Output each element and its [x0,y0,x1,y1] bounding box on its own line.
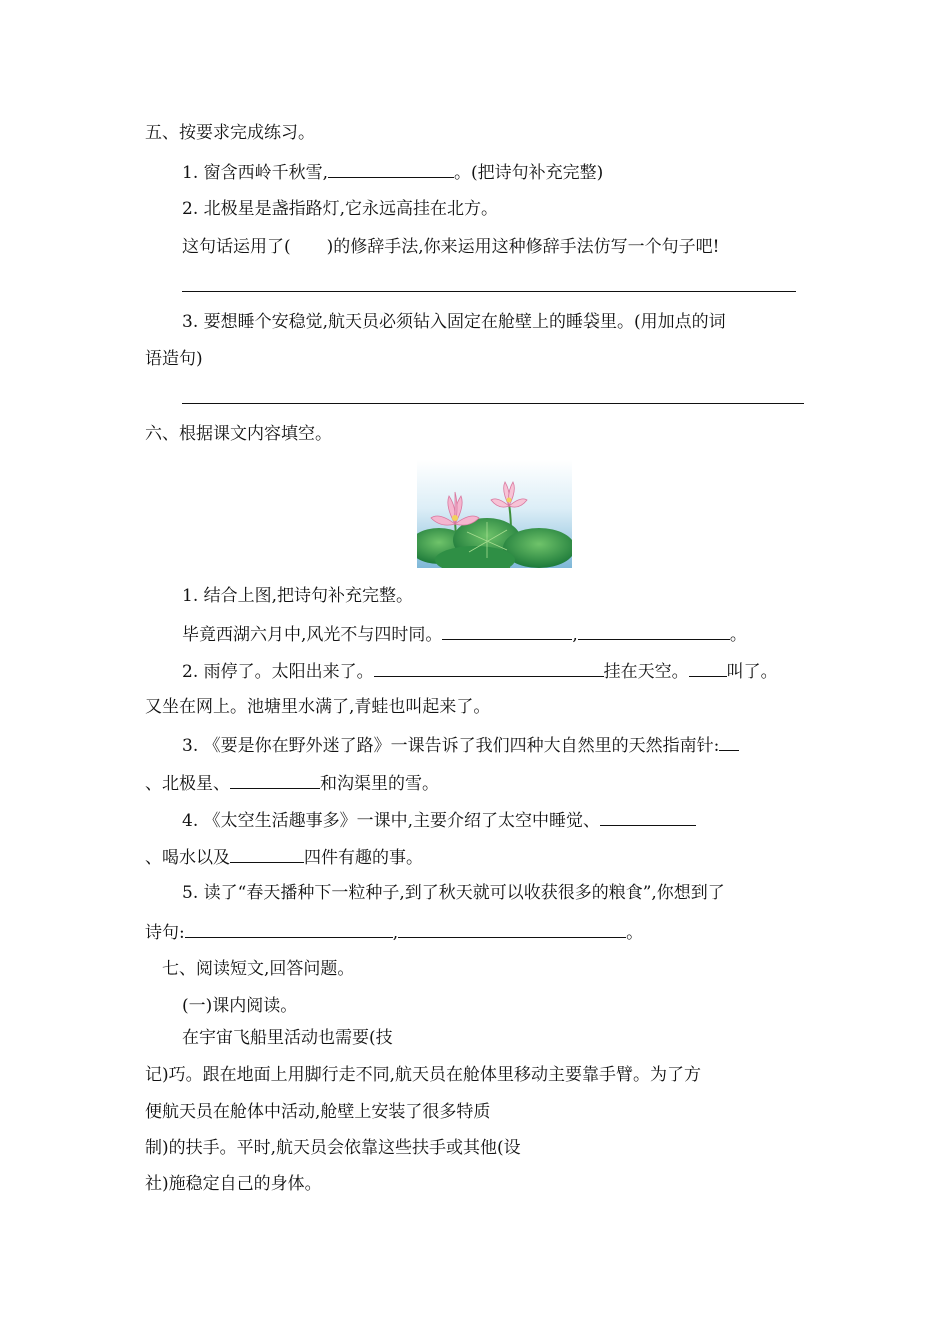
s5-q3-answer-line[interactable] [182,403,804,404]
s6-question-2 [182,659,778,683]
s6-q3-blank-2[interactable] [230,771,320,789]
s7-paragraph-line-5: 社)施稳定自己的身体。 [145,1174,322,1194]
s6-q5-blank-1[interactable] [185,920,393,938]
section-6-title: 六、根据课文内容填空。 [145,424,332,444]
section-5-title: 五、按要求完成练习。 [145,123,315,143]
s6-q4-cont-a: 、喝水以及 [145,848,230,868]
s6-q5-end: 。 [626,923,644,943]
s5-question-3: 3. 要想睡个安稳觉,航天员必须钻入固定在舱壁上的睡袋里。(用加点的词 [182,312,726,332]
s5-q2-prompt-b: )的修辞手法,你来运用这种修辞手法仿写一个句子吧! [326,237,720,257]
s5-q1-suffix: 。(把诗句补充完整) [454,163,604,183]
s6-question-3 [182,733,739,757]
s6-q3-text: 3. 《要是你在野外迷了路》一课告诉了我们四种大自然里的天然指南针: [182,736,720,756]
s6-q4-blank-2[interactable] [230,845,304,863]
s7-subtitle: (一)课内阅读。 [182,996,298,1016]
lotus-illustration [417,460,572,568]
s6-q4-cont-b: 四件有趣的事。 [304,848,423,868]
s5-question-2: 2. 北极星是盏指路灯,它永远高挂在北方。 [182,199,499,219]
section-7-title: 七、阅读短文,回答问题。 [162,959,355,979]
s5-q1-blank[interactable] [328,160,454,178]
s6-q2-text-b: 挂在天空。 [603,662,689,682]
s6-q2-text-a: 2. 雨停了。太阳出来了。 [182,662,374,682]
s6-question-4-cont [145,845,423,869]
s6-q1-blank-2[interactable] [578,622,730,640]
s5-question-1 [182,160,603,184]
s5-q2-prompt-a: 这句话运用了( [182,237,291,257]
s6-q1-comma: , [572,625,578,645]
s6-q1-end: 。 [729,625,747,645]
s6-question-2-cont: 又坐在网上。池塘里水满了,青蛙也叫起来了。 [145,697,491,717]
s6-q4-blank-1[interactable] [600,808,696,826]
s6-q5-comma: , [392,923,399,943]
s7-paragraph-line-4: 制)的扶手。平时,航天员会依靠这些扶手或其他(设 [145,1138,521,1158]
s5-question-2-prompt [182,236,720,258]
s5-q2-answer-line[interactable] [182,291,796,292]
s6-question-5: 5. 读了“春天播种下一粒种子,到了秋天就可以收获很多的粮食”,你想到了 [182,883,725,903]
s6-q3-cont-a: 、北极星、 [145,774,230,794]
s6-q3-blank-1[interactable] [719,733,739,751]
s6-question-3-cont [145,771,439,795]
s6-q2-blank-2[interactable] [689,659,727,677]
s7-paragraph-line-1: 在宇宙飞船里活动也需要(技 [182,1028,393,1048]
s6-question-1: 1. 结合上图,把诗句补充完整。 [182,586,414,606]
s5-q1-text: 1. 窗含西岭千秋雪, [182,163,329,183]
s6-q3-cont-b: 和沟渠里的雪。 [320,774,439,794]
s7-paragraph-line-3: 便航天员在舱体中活动,舱壁上安装了很多特质 [145,1102,491,1122]
s7-paragraph-line-2: 记)巧。跟在地面上用脚行走不同,航天员在舱体里移动主要靠手臂。为了方 [145,1065,702,1085]
s6-q5-cont-a: 诗句: [145,923,185,943]
s6-question-5-cont [145,920,643,944]
s6-q1-blank-1[interactable] [442,622,572,640]
s6-q1-poem-text: 毕竟西湖六月中,风光不与四时同。 [182,625,443,645]
s6-question-4 [182,808,696,832]
s5-question-3-cont: 语造句) [145,349,203,369]
s6-q4-text: 4. 《太空生活趣事多》一课中,主要介绍了太空中睡觉、 [182,811,601,831]
s6-question-1-poem [182,622,747,646]
s6-q2-blank-1[interactable] [374,659,604,677]
s6-q2-text-c: 叫了。 [726,662,778,682]
s6-q5-blank-2[interactable] [398,920,626,938]
